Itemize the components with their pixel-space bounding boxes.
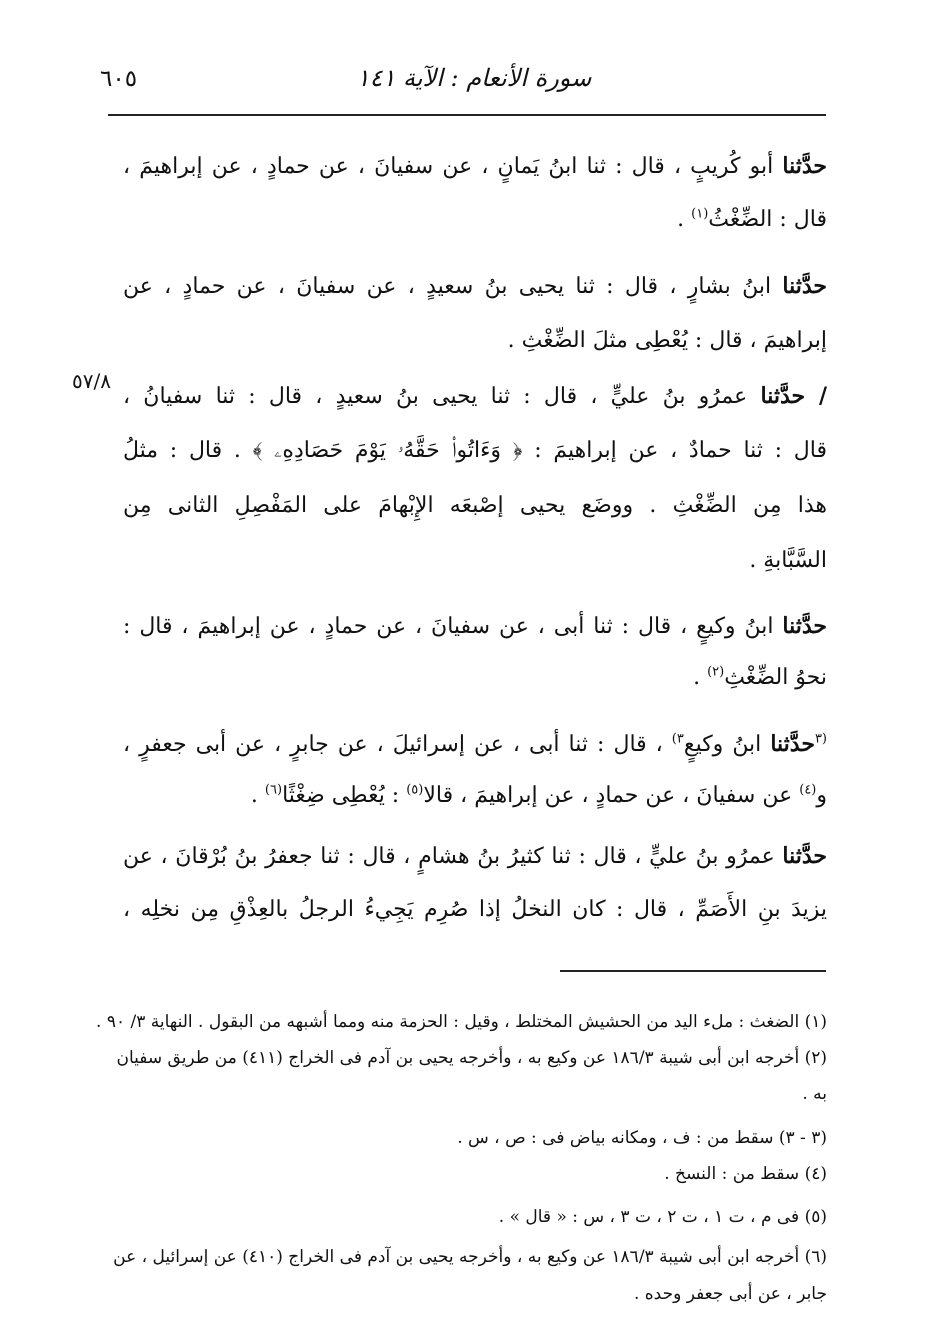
line-text: عمرُو بنُ عليٍّ ، قال : ثنا يحيى بنُ سعيدٍ ، قال : ثنا سفيانُ ،: [123, 384, 761, 409]
body-line: [123, 152, 827, 181]
line-text: السَّبَّابةِ .: [749, 548, 827, 573]
hadith-lead: / حدَّثنا: [760, 383, 828, 409]
footnote-ref: (٦): [264, 782, 283, 798]
line-text: ابنُ بشارٍ ، قال : ثنا يحيى بنُ سعيدٍ ، عن سفيانَ ، عن حمادٍ ، عن: [123, 274, 783, 299]
footnote-ref: (٢): [707, 664, 725, 680]
line-text: ، قال : ثنا أبى ، عن إسرائيلَ ، عن جابرٍ ، عن أبى جعفرٍ ،: [123, 732, 672, 757]
hadith-lead: حدَّثنا: [782, 273, 827, 299]
line-text: ابنُ وكيعٍ ، قال : ثنا أبى ، عن سفيانَ ، عن حمادٍ ، عن إبراهيمَ ، قال :: [123, 614, 783, 639]
running-head-title: سورة الأنعام : الآية ١٤١: [356, 64, 592, 92]
body-line: [123, 382, 827, 411]
footnote-ref: ٣): [671, 731, 684, 747]
body-line: [123, 206, 827, 234]
body-line: [123, 896, 827, 924]
line-text: قال : ثنا حمادٌ ، عن إبراهيمَ : ﴿ وَءَاتُوا۟ حَقَّهُۥ يَوْمَ حَصَادِهِۦ ﴾ . قال : مثلُ: [123, 438, 827, 463]
line-text: أبو كُريبٍ ، قال : ثنا ابنُ يَمانٍ ، عن سفيانَ ، عن حمادٍ ، عن إبراهيمَ ،: [123, 154, 783, 179]
line-text: .: [693, 665, 708, 690]
hadith-lead: حدَّثنا: [782, 613, 827, 639]
line-text: إبراهيمَ ، قال : يُعْطِى مثلَ الضِّغْثِ .: [507, 328, 827, 353]
footnote-ref: (٣: [814, 731, 827, 747]
footnote-ref: (١): [691, 206, 709, 222]
line-text: عن سفيانَ ، عن حمادٍ ، عن إبراهيمَ ، قالا: [423, 783, 800, 808]
line-text: هذا مِن الضِّغْثِ . ووضَع يحيى إصْبعَه الإِبْهامَ على المَفْصِلِ الثانى مِن: [123, 493, 827, 518]
footnote-ref: (٥): [406, 782, 424, 798]
body-line: [123, 437, 827, 465]
page-number: ٦٠٥: [100, 66, 138, 92]
footnote-ref: (٤): [799, 782, 817, 798]
footnote: (٦) أخرجه ابن أبى شيبة ١٨٦/٣ عن وكيع به ، وأخرجه يحيى بن آدم فى الخراج (٤١٠) عن إسرائيل ، عن: [113, 1247, 827, 1267]
footnote: (٣ - ٣) سقط من : ف ، ومكانه بياض فى : ص ، س .: [457, 1128, 827, 1148]
body-line: [123, 842, 827, 871]
footnote-rule: [560, 970, 826, 972]
footnote-continued: به .: [802, 1084, 827, 1104]
footnote: (٥) فى م ، ت ١ ، ت ٢ ، ت ٣ ، س : « قال » .: [498, 1207, 827, 1227]
line-text: .: [677, 207, 692, 232]
line-text: يزيدَ بنِ الأَصَمِّ ، قال : كان النخلُ إذا صُرِم يَجِيءُ الرجلُ بالعِذْقِ مِن نخلِه ،: [123, 897, 827, 922]
footnote: (٢) أخرجه ابن أبى شيبة ١٨٦/٣ عن وكيع به ، وأخرجه يحيى بن آدم فى الخراج (٤١١) من طريق سفيان: [116, 1048, 827, 1068]
body-line: [123, 547, 827, 575]
footnote: (٤) سقط من : النسخ .: [664, 1164, 827, 1184]
margin-reference: ٥٧/٨: [72, 369, 111, 393]
body-line: [123, 782, 827, 810]
hadith-lead: حدَّثنا: [770, 731, 815, 757]
line-text: نحوُ الضِّغْثِ: [724, 665, 827, 690]
hadith-lead: حدَّثنا: [782, 153, 827, 179]
body-line: [123, 327, 827, 355]
body-line: [123, 272, 827, 301]
line-text: عمرُو بنُ عليٍّ ، قال : ثنا كثيرُ بنُ هشامٍ ، قال : ثنا جعفرُ بنُ بُرْقانَ ، عن: [123, 844, 783, 869]
footnote-continued: جابر ، عن أبى جعفر وحده .: [633, 1284, 827, 1304]
line-text: ابنُ وكيعٍ: [683, 732, 771, 757]
line-text: قال : الضِّغْثُ: [708, 207, 827, 232]
body-line: [123, 612, 827, 641]
hadith-lead: حدَّثنا: [782, 843, 827, 869]
body-line: [123, 492, 827, 520]
line-text: : يُعْطِى ضِغْثًا: [282, 783, 407, 808]
footnote: (١) الضغث : ملء اليد من الحشيش المختلط ، وقيل : الحزمة منه ومما أشبهه من البقول . النهاية ٣/ ٩٠ .: [96, 1012, 827, 1032]
line-text: .: [250, 783, 265, 808]
header-rule: [108, 114, 826, 116]
body-line: [123, 730, 827, 759]
body-line: [123, 664, 827, 692]
line-text: و: [816, 783, 827, 808]
